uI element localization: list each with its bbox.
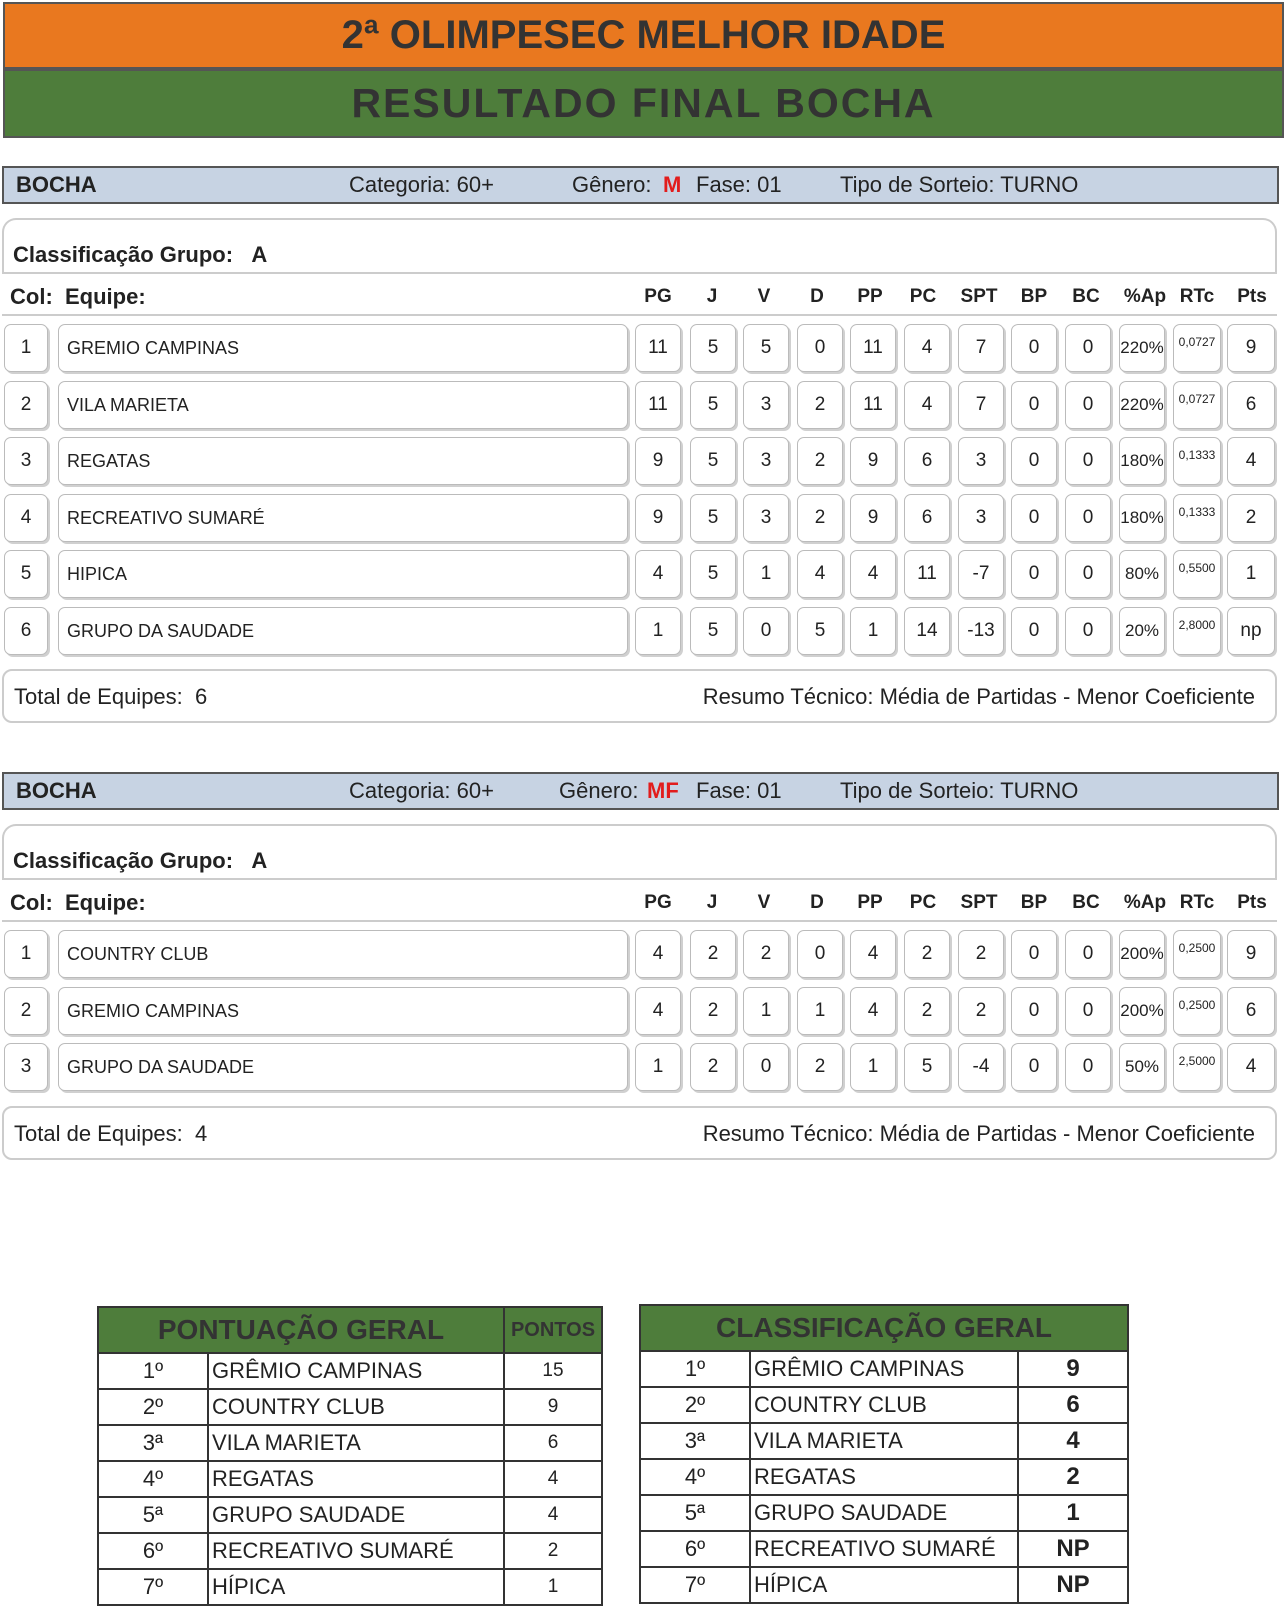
section-footer: [2, 669, 1277, 723]
summary-position: 6º: [98, 1533, 208, 1569]
column-header-0: PG: [644, 892, 672, 913]
row-stat-d: 2: [797, 437, 843, 485]
row-stat-pc: 14: [904, 607, 950, 655]
resumo-tecnico: Resumo Técnico: Média de Partidas - Menor Coeficiente: [702, 1120, 1255, 1146]
row-stat-bp: 0: [1011, 550, 1057, 598]
categoria-label: Categoria: 60+: [349, 778, 494, 803]
row-stat-j: 5: [690, 607, 736, 655]
row-position: 1: [4, 324, 48, 372]
row-stat-rtc: 0,1333: [1173, 494, 1221, 542]
sport-name: BOCHA: [16, 172, 97, 197]
row-stat-bp: 0: [1011, 324, 1057, 372]
summary-team: VILA MARIETA: [208, 1425, 504, 1461]
row-stat-spt: 3: [958, 494, 1004, 542]
row-stat-v: 1: [743, 550, 789, 598]
row-stat-j: 5: [690, 550, 736, 598]
row-stat-v: 1: [743, 987, 789, 1035]
row-stat-d: 1: [797, 987, 843, 1035]
row-stat-j: 5: [690, 494, 736, 542]
row-stat-bp: 0: [1011, 1043, 1057, 1091]
summary-team: HÍPICA: [208, 1569, 504, 1605]
row-stat-v: 5: [743, 324, 789, 372]
row-stat-pts: 4: [1227, 437, 1275, 485]
group-label: Classificação Grupo: A: [13, 848, 268, 873]
resumo-tecnico: Resumo Técnico: Média de Partidas - Menor Coeficiente: [702, 684, 1255, 709]
row-stat-pg: 4: [635, 930, 681, 978]
fase-label: Fase: 01: [696, 778, 782, 803]
col-header: Col: Equipe:: [10, 284, 146, 309]
summary-row: [98, 1425, 602, 1461]
summary-points: 4: [504, 1497, 602, 1533]
row-stat-bc: 0: [1065, 930, 1111, 978]
row-position: 3: [4, 1043, 48, 1091]
row-stat-v: 3: [743, 494, 789, 542]
categoria-label: Categoria: 60+: [349, 172, 494, 197]
column-header-row: [2, 272, 1277, 316]
result-title-banner: RESULTADO FINAL BOCHA: [3, 69, 1284, 138]
column-header-3: D: [810, 286, 824, 307]
row-stat-bc: 0: [1065, 324, 1111, 372]
row-stat-pg: 9: [635, 437, 681, 485]
row-stat-d: 2: [797, 494, 843, 542]
row-stat-rtc: 0,0727: [1173, 381, 1221, 429]
column-header-6: SPT: [960, 892, 998, 913]
row-stat-pc: 4: [904, 381, 950, 429]
summary-row: [98, 1497, 602, 1533]
summary-points: 9: [1018, 1351, 1128, 1387]
pontuacao-geral-table: [97, 1306, 603, 1606]
column-header-1: J: [706, 286, 718, 307]
summary-row: [98, 1353, 602, 1389]
row-stat-pts: 2: [1227, 494, 1275, 542]
row-position: 2: [4, 381, 48, 429]
summary-row: [640, 1351, 1128, 1387]
summary-row: [640, 1423, 1128, 1459]
row-stat-bp: 0: [1011, 437, 1057, 485]
summary-position: 1º: [640, 1351, 750, 1387]
summary-points: 2: [504, 1533, 602, 1569]
row-stat-pp: 9: [850, 494, 896, 542]
row-team-name: GREMIO CAMPINAS: [58, 324, 628, 372]
col-header: Col: Equipe:: [10, 890, 146, 915]
row-stat-spt: 2: [958, 930, 1004, 978]
column-header-2: V: [757, 892, 771, 913]
column-header-7: BP: [1020, 892, 1048, 913]
row-stat-d: 4: [797, 550, 843, 598]
row-stat-pg: 9: [635, 494, 681, 542]
column-header-9: %Ap: [1123, 286, 1167, 307]
summary-points: NP: [1018, 1567, 1128, 1603]
row-stat-v: 0: [743, 607, 789, 655]
summary-row: [640, 1531, 1128, 1567]
row-stat-pp: 11: [850, 324, 896, 372]
row-stat-j: 5: [690, 324, 736, 372]
group-letter: A: [251, 848, 268, 873]
row-team-name: GRUPO DA SAUDADE: [58, 1043, 628, 1091]
row-stat-spt: 3: [958, 437, 1004, 485]
row-stat-pg: 1: [635, 607, 681, 655]
classificacao-geral-title: CLASSIFICAÇÃO GERAL: [640, 1305, 1128, 1351]
row-stat-pctap: 220%: [1119, 381, 1165, 429]
row-stat-rtc: 0,2500: [1173, 987, 1221, 1035]
summary-row: [640, 1567, 1128, 1603]
row-stat-pc: 2: [904, 987, 950, 1035]
summary-points: 15: [504, 1353, 602, 1389]
row-stat-pc: 5: [904, 1043, 950, 1091]
column-header-7: BP: [1020, 286, 1048, 307]
column-header-5: PC: [909, 892, 937, 913]
column-header-row: [2, 878, 1277, 922]
row-stat-pts: 9: [1227, 324, 1275, 372]
row-stat-pp: 1: [850, 1043, 896, 1091]
summary-points: 9: [504, 1389, 602, 1425]
summary-row: [640, 1459, 1128, 1495]
event-title-banner: 2ª OLIMPESEC MELHOR IDADE: [3, 2, 1284, 69]
row-team-name: GREMIO CAMPINAS: [58, 987, 628, 1035]
row-stat-pc: 11: [904, 550, 950, 598]
column-header-10: RTc: [1179, 892, 1215, 913]
summary-position: 3ª: [640, 1423, 750, 1459]
genero-value: MF: [647, 778, 679, 803]
summary-points: 6: [1018, 1387, 1128, 1423]
row-stat-d: 2: [797, 1043, 843, 1091]
row-stat-pg: 11: [635, 324, 681, 372]
row-stat-pctap: 20%: [1119, 607, 1165, 655]
summary-points: 4: [504, 1461, 602, 1497]
sport-name: BOCHA: [16, 778, 97, 803]
row-stat-rtc: 0,5500: [1173, 550, 1221, 598]
row-position: 3: [4, 437, 48, 485]
row-stat-pg: 4: [635, 550, 681, 598]
summary-team: HÍPICA: [750, 1567, 1018, 1603]
summary-team: RECREATIVO SUMARÉ: [750, 1531, 1018, 1567]
summary-points: 1: [1018, 1495, 1128, 1531]
section-info-bar: [2, 772, 1279, 810]
row-stat-pp: 4: [850, 550, 896, 598]
row-stat-spt: 7: [958, 324, 1004, 372]
summary-row: [640, 1387, 1128, 1423]
row-stat-j: 5: [690, 437, 736, 485]
column-header-2: V: [757, 286, 771, 307]
summary-row: [98, 1533, 602, 1569]
summary-position: 2º: [98, 1389, 208, 1425]
row-stat-bp: 0: [1011, 930, 1057, 978]
column-header-5: PC: [909, 286, 937, 307]
summary-team: GRÊMIO CAMPINAS: [750, 1351, 1018, 1387]
row-stat-bc: 0: [1065, 607, 1111, 655]
row-stat-bc: 0: [1065, 437, 1111, 485]
summary-position: 1º: [98, 1353, 208, 1389]
row-position: 2: [4, 987, 48, 1035]
summary-row: [98, 1461, 602, 1497]
summary-team: COUNTRY CLUB: [750, 1387, 1018, 1423]
row-stat-pg: 4: [635, 987, 681, 1035]
section-info-bar: [2, 166, 1279, 204]
group-title-box: [2, 218, 1277, 272]
row-stat-pp: 4: [850, 930, 896, 978]
row-team-name: RECREATIVO SUMARÉ: [58, 494, 628, 542]
row-stat-pg: 1: [635, 1043, 681, 1091]
row-team-name: VILA MARIETA: [58, 381, 628, 429]
row-stat-spt: 2: [958, 987, 1004, 1035]
row-team-name: REGATAS: [58, 437, 628, 485]
column-header-4: PP: [857, 892, 883, 913]
summary-position: 6º: [640, 1531, 750, 1567]
row-stat-d: 0: [797, 930, 843, 978]
row-team-name: HIPICA: [58, 550, 628, 598]
row-stat-j: 2: [690, 1043, 736, 1091]
row-stat-bp: 0: [1011, 381, 1057, 429]
summary-team: REGATAS: [750, 1459, 1018, 1495]
genero-label: Gênero:: [559, 778, 639, 803]
row-stat-rtc: 0,0727: [1173, 324, 1221, 372]
row-stat-pp: 4: [850, 987, 896, 1035]
fase-label: Fase: 01: [696, 172, 782, 197]
row-stat-rtc: 0,1333: [1173, 437, 1221, 485]
row-stat-pc: 6: [904, 437, 950, 485]
row-stat-rtc: 0,2500: [1173, 930, 1221, 978]
row-stat-pc: 6: [904, 494, 950, 542]
row-stat-pctap: 50%: [1119, 1043, 1165, 1091]
row-stat-spt: -7: [958, 550, 1004, 598]
summary-points: 2: [1018, 1459, 1128, 1495]
summary-points: 1: [504, 1569, 602, 1605]
row-stat-spt: -13: [958, 607, 1004, 655]
row-stat-v: 3: [743, 437, 789, 485]
row-stat-pts: 6: [1227, 987, 1275, 1035]
total-equipes: Total de Equipes: 4: [14, 1120, 208, 1146]
column-header-9: %Ap: [1123, 892, 1167, 913]
column-header-0: PG: [644, 286, 672, 307]
row-stat-bc: 0: [1065, 550, 1111, 598]
row-stat-pctap: 180%: [1119, 494, 1165, 542]
summary-position: 5ª: [640, 1495, 750, 1531]
summary-points: 4: [1018, 1423, 1128, 1459]
summary-position: 2º: [640, 1387, 750, 1423]
row-stat-bp: 0: [1011, 987, 1057, 1035]
row-team-name: COUNTRY CLUB: [58, 930, 628, 978]
row-stat-spt: 7: [958, 381, 1004, 429]
row-position: 1: [4, 930, 48, 978]
row-stat-bc: 0: [1065, 1043, 1111, 1091]
row-stat-pctap: 80%: [1119, 550, 1165, 598]
row-stat-pp: 11: [850, 381, 896, 429]
row-team-name: GRUPO DA SAUDADE: [58, 607, 628, 655]
summary-row: [98, 1389, 602, 1425]
row-position: 4: [4, 494, 48, 542]
summary-position: 4º: [98, 1461, 208, 1497]
summary-position: 3ª: [98, 1425, 208, 1461]
row-stat-pctap: 200%: [1119, 930, 1165, 978]
row-stat-d: 0: [797, 324, 843, 372]
section-footer: [2, 1106, 1277, 1160]
genero-value: M: [663, 172, 682, 197]
summary-team: GRUPO SAUDADE: [208, 1497, 504, 1533]
row-stat-d: 5: [797, 607, 843, 655]
summary-team: RECREATIVO SUMARÉ: [208, 1533, 504, 1569]
summary-team: COUNTRY CLUB: [208, 1389, 504, 1425]
row-stat-rtc: 2,8000: [1173, 607, 1221, 655]
group-label: Classificação Grupo: A: [13, 242, 268, 267]
row-stat-pctap: 200%: [1119, 987, 1165, 1035]
summary-position: 7º: [640, 1567, 750, 1603]
row-stat-bp: 0: [1011, 494, 1057, 542]
row-stat-spt: -4: [958, 1043, 1004, 1091]
summary-team: VILA MARIETA: [750, 1423, 1018, 1459]
group-letter: A: [251, 242, 268, 267]
column-header-8: BC: [1072, 892, 1100, 913]
column-header-11: Pts: [1237, 892, 1267, 913]
row-stat-pts: 4: [1227, 1043, 1275, 1091]
column-header-8: BC: [1072, 286, 1100, 307]
column-header-1: J: [706, 892, 718, 913]
row-stat-pp: 9: [850, 437, 896, 485]
pontos-header: PONTOS: [504, 1307, 602, 1353]
sorteio-label: Tipo de Sorteio: TURNO: [840, 778, 1079, 803]
group-title-box: [2, 824, 1277, 878]
sorteio-label: Tipo de Sorteio: TURNO: [840, 172, 1079, 197]
row-position: 6: [4, 607, 48, 655]
row-stat-pc: 2: [904, 930, 950, 978]
row-stat-pg: 11: [635, 381, 681, 429]
row-stat-v: 3: [743, 381, 789, 429]
summary-team: GRUPO SAUDADE: [750, 1495, 1018, 1531]
row-stat-j: 2: [690, 987, 736, 1035]
row-stat-j: 2: [690, 930, 736, 978]
column-header-10: RTc: [1179, 286, 1215, 307]
row-stat-v: 0: [743, 1043, 789, 1091]
row-stat-bc: 0: [1065, 987, 1111, 1035]
row-stat-pts: np: [1227, 607, 1275, 655]
row-stat-pts: 1: [1227, 550, 1275, 598]
row-stat-pc: 4: [904, 324, 950, 372]
row-stat-pts: 9: [1227, 930, 1275, 978]
summary-position: 7º: [98, 1569, 208, 1605]
pontuacao-geral-title: PONTUAÇÃO GERAL: [98, 1307, 504, 1353]
row-stat-j: 5: [690, 381, 736, 429]
column-header-3: D: [810, 892, 824, 913]
summary-position: 4º: [640, 1459, 750, 1495]
summary-row: [640, 1495, 1128, 1531]
summary-team: GRÊMIO CAMPINAS: [208, 1353, 504, 1389]
row-stat-pctap: 220%: [1119, 324, 1165, 372]
summary-points: NP: [1018, 1531, 1128, 1567]
genero-label: Gênero:: [572, 172, 652, 197]
row-stat-bc: 0: [1065, 494, 1111, 542]
row-stat-pctap: 180%: [1119, 437, 1165, 485]
row-position: 5: [4, 550, 48, 598]
summary-position: 5ª: [98, 1497, 208, 1533]
row-stat-bc: 0: [1065, 381, 1111, 429]
column-header-6: SPT: [960, 286, 998, 307]
column-header-4: PP: [857, 286, 883, 307]
total-equipes: Total de Equipes: 6: [14, 684, 208, 709]
column-header-11: Pts: [1237, 286, 1267, 307]
row-stat-pp: 1: [850, 607, 896, 655]
row-stat-rtc: 2,5000: [1173, 1043, 1221, 1091]
row-stat-d: 2: [797, 381, 843, 429]
row-stat-v: 2: [743, 930, 789, 978]
row-stat-pts: 6: [1227, 381, 1275, 429]
classificacao-geral-table: [639, 1304, 1129, 1604]
summary-team: REGATAS: [208, 1461, 504, 1497]
row-stat-bp: 0: [1011, 607, 1057, 655]
summary-points: 6: [504, 1425, 602, 1461]
